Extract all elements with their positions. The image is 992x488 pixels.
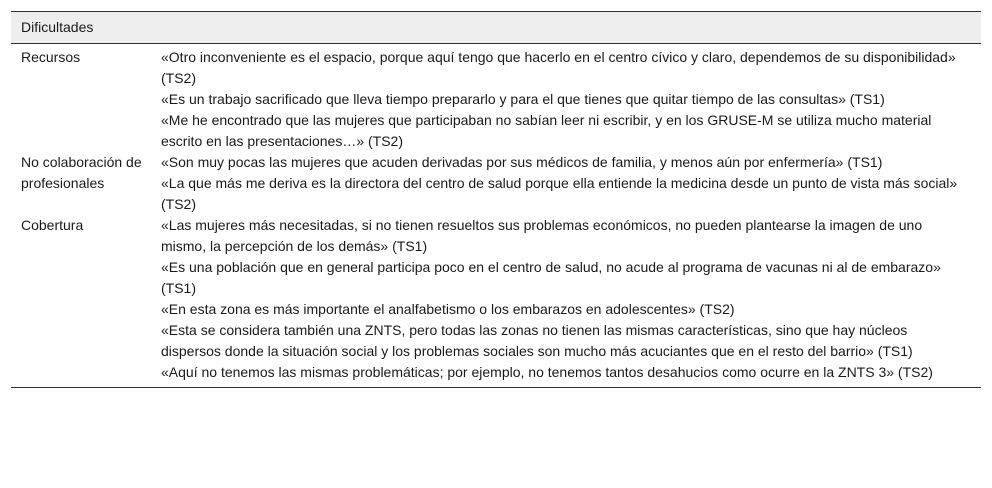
quote: «Son muy pocas las mujeres que acuden derivadas por sus médicos de familia, y menos aún por enfermería» (TS1) (161, 154, 883, 170)
table-row-no-colaboracion (11, 152, 981, 215)
table-row-cobertura (11, 215, 981, 388)
table-row-recursos (11, 44, 981, 153)
quote: «Es una población que en general participa poco en el centro de salud, no acude al programa de vacunas ni al de embarazo» (TS1) (161, 259, 941, 296)
table-header-row (11, 12, 981, 44)
quote: «Otro inconveniente es el espacio, porque aquí tengo que hacerlo en el centro cívico y claro, dependemos de su disponibilidad» (TS2) (161, 49, 956, 86)
quote: «Aquí no tenemos las mismas problemáticas; por ejemplo, no tenemos tantos desahucios como ocurre en la ZNTS 3» (TS2) (161, 364, 933, 380)
quote: «Las mujeres más necesitadas, si no tienen resueltos sus problemas económicos, no pueden plantearse la imagen de uno mismo, la percepción de los demás» (TS1) (161, 217, 923, 254)
quote: «Es un trabajo sacrificado que lleva tiempo prepararlo y para el que tienes que quitar tiempo de las consultas» (TS1) (161, 91, 885, 107)
quotes-cell (161, 215, 981, 388)
quotes-cell (161, 152, 981, 215)
quotes-cell (161, 44, 981, 153)
quote: «Me he encontrado que las mujeres que participaban no sabían leer ni escribir, y en los GRUSE-M se utiliza mucho material escrito en las presentaciones…» (TS2) (161, 112, 932, 149)
category-cell: No colaboración de profesionales (21, 154, 142, 191)
quote: «En esta zona es más importante el analfabetismo o los embarazos en adolescentes» (TS2) (161, 301, 735, 317)
quote: «Esta se considera también una ZNTS, pero todas las zonas no tienen las mismas características, sino que hay núcleos dispersos donde la situación social y los problemas sociales son mucho más acuciantes que en el resto del barrio» (TS1) (161, 322, 913, 359)
quote: «La que más me deriva es la directora del centro de salud porque ella entiende la medicina desde un punto de vista más social» (TS2) (161, 175, 958, 212)
category-cell: Cobertura (11, 215, 161, 388)
difficulties-table (11, 11, 981, 388)
difficulties-table-container (11, 11, 981, 388)
table-header: Dificultades (11, 12, 981, 44)
category-cell: Recursos (21, 49, 81, 65)
